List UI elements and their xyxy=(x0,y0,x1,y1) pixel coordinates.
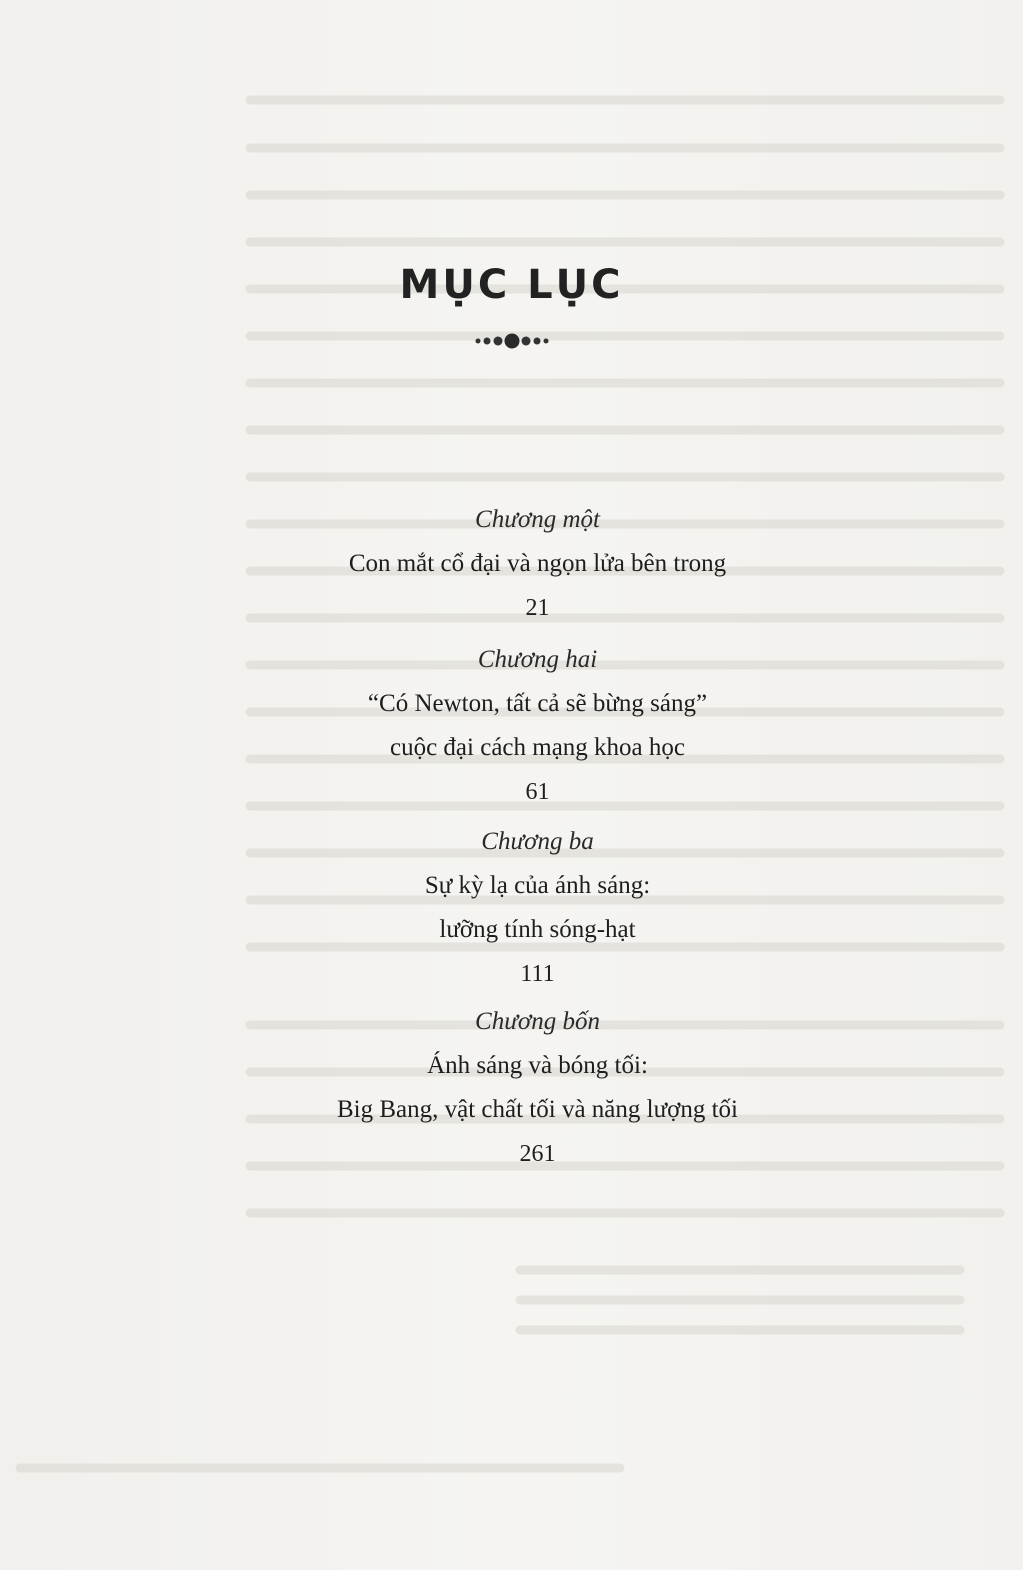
chapter-label: Chương một xyxy=(475,506,600,533)
chapter-page-number: 111 xyxy=(520,961,555,987)
toc-entry-chapter-2[interactable] xyxy=(0,638,1023,814)
page-title: MỤC LỤC xyxy=(399,262,624,308)
title-ornament xyxy=(0,330,1023,352)
chapter-page-number: 261 xyxy=(519,1141,556,1167)
chapter-label: Chương hai xyxy=(477,646,598,673)
chapter-title: “Có Newton, tất cả sẽ bừng sáng” xyxy=(367,690,708,717)
toc-entry-chapter-1[interactable] xyxy=(0,498,1023,630)
toc-entry-chapter-3[interactable] xyxy=(0,820,1023,996)
chapter-label: Chương ba xyxy=(481,828,594,855)
chapter-page-number: 21 xyxy=(525,595,550,621)
chapter-title: Con mắt cổ đại và ngọn lửa bên trong xyxy=(348,550,727,577)
chapter-label: Chương bốn xyxy=(475,1008,600,1035)
chapter-subtitle: cuộc đại cách mạng khoa học xyxy=(389,734,685,761)
chapter-title: Sự kỳ lạ của ánh sáng: xyxy=(424,872,651,899)
chapter-subtitle: Big Bang, vật chất tối và năng lượng tối xyxy=(336,1096,738,1123)
chapter-subtitle: lưỡng tính sóng-hạt xyxy=(439,916,636,943)
chapter-title: Ánh sáng và bóng tối: xyxy=(427,1052,648,1079)
chapter-page-number: 61 xyxy=(525,779,550,805)
toc-entry-chapter-4[interactable] xyxy=(0,1000,1023,1176)
